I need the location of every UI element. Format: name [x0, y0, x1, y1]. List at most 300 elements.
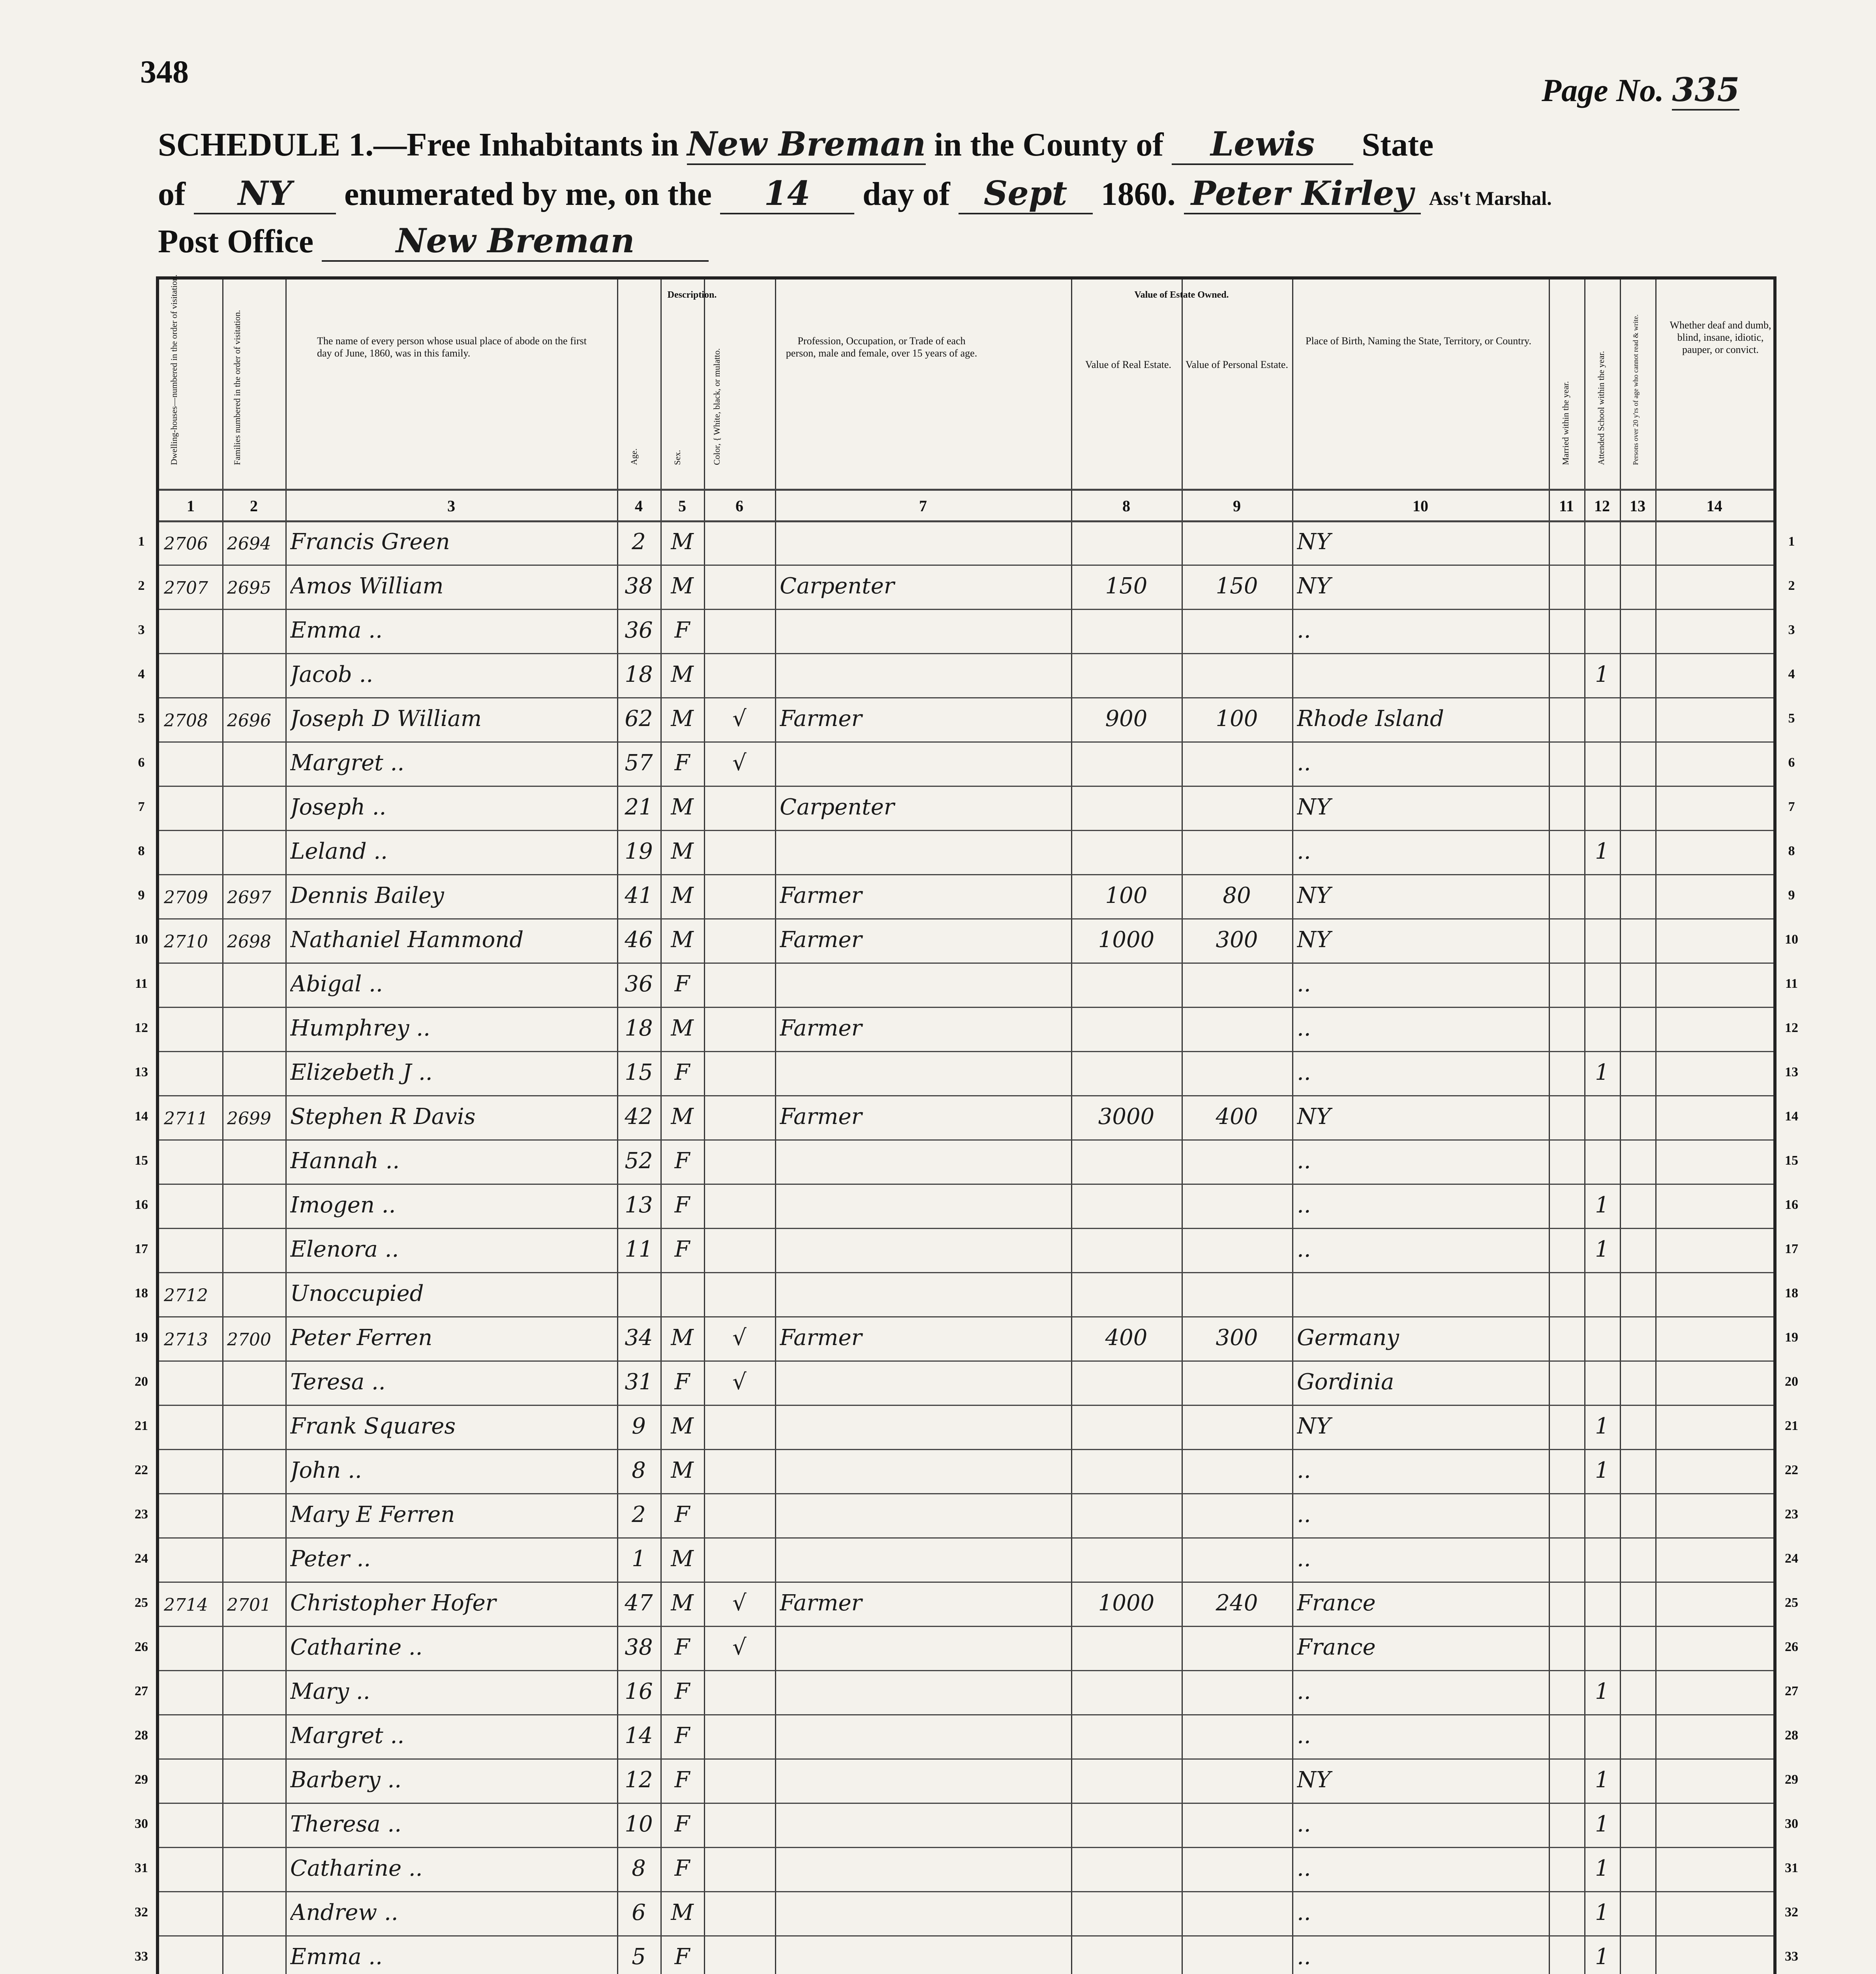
state-label: State: [1362, 126, 1434, 163]
sex: M: [671, 1458, 694, 1483]
schedule-line-3: [158, 221, 709, 262]
header-age: Age.: [629, 448, 639, 465]
line-number: 2: [138, 578, 145, 593]
person-name: Theresa ..: [290, 1811, 401, 1837]
age: 14: [625, 1723, 653, 1749]
row-divider: [159, 1626, 1773, 1627]
sex: F: [674, 1634, 690, 1660]
sex: F: [674, 1767, 690, 1793]
personal-estate-value: 240: [1216, 1590, 1258, 1616]
age: 2: [632, 529, 646, 555]
birthplace: ..: [1297, 617, 1311, 643]
column-divider: [1655, 280, 1657, 1974]
age: 34: [625, 1325, 653, 1351]
column-number: 4: [635, 497, 643, 515]
post-office-name: New Breman: [322, 221, 709, 262]
personal-estate-value: 300: [1216, 1325, 1258, 1351]
birthplace: NY: [1297, 529, 1331, 555]
dwelling-number: 2711: [164, 1109, 208, 1129]
person-name: Mary ..: [290, 1679, 370, 1704]
occupation: Farmer: [780, 706, 862, 732]
family-number: 2696: [227, 711, 271, 731]
person-name: Jacob ..: [290, 662, 373, 687]
corner-page-number: 348: [140, 54, 189, 90]
age: 36: [625, 617, 653, 643]
line-number: 5: [138, 711, 145, 726]
schedule-title: SCHEDULE 1.—Free Inhabitants in: [158, 126, 679, 163]
header-real-estate: Value of Real Estate.: [1085, 359, 1172, 370]
header-description: Description.: [667, 290, 717, 300]
year-label: 1860.: [1101, 176, 1176, 212]
line-number: 30: [135, 1816, 148, 1831]
header-divider: [159, 520, 1773, 522]
line-number: 19: [135, 1330, 148, 1345]
person-name: Elenora ..: [290, 1237, 399, 1262]
line-number-right: 28: [1785, 1728, 1798, 1743]
line-number: 9: [138, 888, 145, 903]
state-name: NY: [194, 174, 336, 214]
dwelling-number: 2706: [164, 534, 208, 554]
school-mark: 1: [1595, 839, 1609, 864]
birthplace: Rhode Island: [1297, 706, 1444, 732]
column-divider: [704, 280, 705, 1974]
birthplace: NY: [1297, 927, 1331, 953]
person-name: Emma ..: [290, 1944, 383, 1970]
birthplace: ..: [1297, 1811, 1311, 1837]
row-divider: [159, 1184, 1773, 1185]
color-mark: √: [732, 1590, 747, 1616]
family-number: 2694: [227, 534, 271, 554]
occupation: Farmer: [780, 1104, 862, 1130]
line-number: 14: [135, 1109, 148, 1124]
school-mark: 1: [1595, 1413, 1609, 1439]
person-name: Hannah ..: [290, 1148, 400, 1174]
row-divider: [159, 1891, 1773, 1892]
row-divider: [159, 1537, 1773, 1539]
person-name: Margret ..: [290, 750, 405, 776]
real-estate-value: 1000: [1098, 1590, 1155, 1616]
occupation: Carpenter: [780, 794, 895, 820]
line-number-right: 4: [1788, 667, 1795, 681]
birthplace: NY: [1297, 883, 1331, 908]
age: 41: [625, 883, 653, 908]
person-name: Emma ..: [290, 617, 383, 643]
column-number: 6: [735, 497, 743, 515]
line-number-right: 10: [1785, 932, 1798, 947]
age: 46: [625, 927, 653, 953]
row-divider: [159, 1758, 1773, 1760]
person-name: Barbery ..: [290, 1767, 402, 1793]
birthplace: Gordinia: [1297, 1369, 1394, 1395]
personal-estate-value: 150: [1216, 573, 1258, 599]
line-number: 33: [135, 1949, 148, 1964]
census-table: [135, 274, 1798, 1974]
line-number: 7: [138, 799, 145, 814]
birthplace: ..: [1297, 1015, 1311, 1041]
county-name: Lewis: [1172, 124, 1353, 165]
person-name: Frank Squares: [290, 1413, 456, 1439]
line-number: 4: [138, 667, 145, 681]
column-divider: [1584, 280, 1585, 1974]
enumerated-label: enumerated by me, on the: [344, 176, 712, 212]
line-number-right: 22: [1785, 1463, 1798, 1477]
birthplace: NY: [1297, 1767, 1331, 1793]
person-name: Imogen ..: [290, 1192, 396, 1218]
marshal-label: Ass't Marshal.: [1429, 187, 1552, 209]
header-deaf-blind: Whether deaf and dumb, blind, insane, idiotic, pauper, or convict.: [1670, 319, 1771, 356]
age: 5: [632, 1944, 646, 1970]
birthplace: ..: [1297, 1502, 1311, 1527]
family-number: 2699: [227, 1109, 271, 1129]
column-divider: [1292, 280, 1293, 1974]
line-number: 24: [135, 1551, 148, 1566]
column-number: 9: [1233, 497, 1241, 515]
column-number: 8: [1122, 497, 1130, 515]
sex: F: [674, 1060, 690, 1085]
town-name: New Breman: [687, 124, 926, 165]
page-number: 335: [1672, 71, 1739, 111]
school-mark: 1: [1595, 1237, 1609, 1262]
row-divider: [159, 918, 1773, 919]
personal-estate-value: 400: [1216, 1104, 1258, 1130]
person-name: Mary E Ferren: [290, 1502, 455, 1527]
dwelling-number: 2709: [164, 888, 208, 908]
line-number-right: 21: [1785, 1419, 1798, 1433]
column-divider: [775, 280, 776, 1974]
column-divider: [1071, 280, 1072, 1974]
line-number: 31: [135, 1861, 148, 1875]
header-school: Attended School within the year.: [1596, 351, 1606, 465]
header-married: Married within the year.: [1561, 381, 1570, 465]
line-number-right: 29: [1785, 1772, 1798, 1787]
line-number: 25: [135, 1595, 148, 1610]
school-mark: 1: [1595, 662, 1609, 687]
line-number: 22: [135, 1463, 148, 1477]
sex: F: [674, 971, 690, 997]
line-number-right: 13: [1785, 1065, 1798, 1079]
line-number-right: 14: [1785, 1109, 1798, 1124]
occupation: Farmer: [780, 1590, 862, 1616]
column-divider: [1182, 280, 1183, 1974]
birthplace: ..: [1297, 1148, 1311, 1174]
birthplace: ..: [1297, 1679, 1311, 1704]
header-name: The name of every person whose usual place of abode on the first day of June, 1860, was in this family.: [317, 335, 587, 359]
column-number: 5: [678, 497, 686, 515]
line-number: 21: [135, 1419, 148, 1433]
row-divider: [159, 1228, 1773, 1229]
line-number: 13: [135, 1065, 148, 1079]
school-mark: 1: [1595, 1060, 1609, 1085]
sex: F: [674, 1723, 690, 1749]
column-number: 14: [1706, 497, 1722, 515]
row-divider: [159, 1449, 1773, 1450]
line-number-right: 32: [1785, 1905, 1798, 1920]
birthplace: ..: [1297, 1944, 1311, 1970]
age: 16: [625, 1679, 653, 1704]
column-number: 11: [1559, 497, 1574, 515]
dwelling-number: 2710: [164, 932, 208, 952]
post-office-label: Post Office: [158, 223, 314, 260]
age: 1: [632, 1546, 646, 1572]
occupation: Carpenter: [780, 573, 895, 599]
row-divider: [159, 1803, 1773, 1804]
line-number-right: 5: [1788, 711, 1795, 726]
header-divider: [159, 489, 1773, 491]
person-name: Andrew ..: [290, 1900, 398, 1925]
age: 36: [625, 971, 653, 997]
age: 52: [625, 1148, 653, 1174]
birthplace: ..: [1297, 1060, 1311, 1085]
person-name: Nathaniel Hammond: [290, 927, 524, 953]
row-divider: [159, 1272, 1773, 1273]
sex: M: [671, 1900, 694, 1925]
line-number-right: 6: [1788, 755, 1795, 770]
line-number-right: 7: [1788, 799, 1795, 814]
family-number: 2701: [227, 1595, 271, 1615]
person-name: Elizebeth J ..: [290, 1060, 433, 1085]
day-of-label: day of: [862, 176, 950, 212]
row-divider: [159, 1847, 1773, 1848]
sex: F: [674, 1502, 690, 1527]
column-divider: [1620, 280, 1621, 1974]
age: 18: [625, 1015, 653, 1041]
sex: M: [671, 1104, 694, 1130]
row-divider: [159, 1051, 1773, 1052]
sex: M: [671, 1413, 694, 1439]
person-name: Catharine ..: [290, 1856, 423, 1881]
school-mark: 1: [1595, 1944, 1609, 1970]
line-number: 23: [135, 1507, 148, 1522]
line-number: 18: [135, 1286, 148, 1300]
person-name: Teresa ..: [290, 1369, 386, 1395]
row-divider: [159, 565, 1773, 566]
header-sex: Sex.: [672, 450, 682, 465]
color-mark: √: [732, 1325, 747, 1351]
row-divider: [159, 1316, 1773, 1317]
age: 47: [625, 1590, 653, 1616]
column-number: 7: [919, 497, 927, 515]
row-divider: [159, 1139, 1773, 1141]
birthplace: ..: [1297, 1237, 1311, 1262]
row-divider: [159, 1714, 1773, 1715]
birthplace: NY: [1297, 1413, 1331, 1439]
sex: M: [671, 573, 694, 599]
age: 42: [625, 1104, 653, 1130]
column-number: 12: [1594, 497, 1610, 515]
birthplace: France: [1297, 1634, 1376, 1660]
line-number: 27: [135, 1684, 148, 1698]
age: 12: [625, 1767, 653, 1793]
line-number-right: 12: [1785, 1021, 1798, 1035]
birthplace: ..: [1297, 1856, 1311, 1881]
line-number: 28: [135, 1728, 148, 1743]
birthplace: Germany: [1297, 1325, 1399, 1351]
row-divider: [159, 697, 1773, 698]
sex: M: [671, 1325, 694, 1351]
person-name: Joseph ..: [290, 794, 386, 820]
row-divider: [159, 609, 1773, 610]
sex: M: [671, 839, 694, 864]
person-name: Dennis Bailey: [290, 883, 444, 908]
personal-estate-value: 80: [1223, 883, 1251, 908]
line-number: 12: [135, 1021, 148, 1035]
birthplace: ..: [1297, 1900, 1311, 1925]
birthplace: ..: [1297, 1723, 1311, 1749]
line-number-right: 23: [1785, 1507, 1798, 1522]
sex: F: [674, 750, 690, 776]
of-label: of: [158, 176, 186, 212]
sex: F: [674, 1237, 690, 1262]
birthplace: NY: [1297, 573, 1331, 599]
age: 15: [625, 1060, 653, 1085]
personal-estate-value: 100: [1216, 706, 1258, 732]
color-mark: √: [732, 706, 747, 732]
person-name: Christopher Hofer: [290, 1590, 496, 1616]
age: 19: [625, 839, 653, 864]
real-estate-value: 3000: [1098, 1104, 1155, 1130]
birthplace: ..: [1297, 971, 1311, 997]
dwelling-number: 2712: [164, 1285, 208, 1306]
person-name: Leland ..: [290, 839, 388, 864]
row-divider: [159, 653, 1773, 654]
age: 11: [625, 1237, 653, 1262]
line-number-right: 3: [1788, 623, 1795, 637]
row-divider: [159, 1493, 1773, 1494]
age: 8: [632, 1458, 646, 1483]
school-mark: 1: [1595, 1856, 1609, 1881]
birthplace: NY: [1297, 794, 1331, 820]
line-number: 26: [135, 1640, 148, 1654]
row-divider: [159, 1935, 1773, 1936]
person-name: Amos William: [290, 573, 444, 599]
line-number-right: 26: [1785, 1640, 1798, 1654]
sex: M: [671, 927, 694, 953]
line-number: 17: [135, 1242, 148, 1256]
birthplace: ..: [1297, 1192, 1311, 1218]
row-divider: [159, 830, 1773, 831]
header-birthplace: Place of Birth, Naming the State, Territory, or Country.: [1306, 335, 1531, 347]
person-name: Humphrey ..: [290, 1015, 430, 1041]
page-number-label: [1542, 71, 1739, 111]
row-divider: [159, 1582, 1773, 1583]
line-number-right: 1: [1788, 534, 1795, 549]
school-mark: 1: [1595, 1811, 1609, 1837]
column-number: 3: [447, 497, 455, 515]
real-estate-value: 1000: [1098, 927, 1155, 953]
person-name: Abigal ..: [290, 971, 383, 997]
age: 2: [632, 1502, 646, 1527]
line-number-right: 17: [1785, 1242, 1798, 1256]
person-name: Unoccupied: [290, 1281, 424, 1306]
column-divider: [1549, 280, 1550, 1974]
line-number-right: 19: [1785, 1330, 1798, 1345]
line-number-right: 27: [1785, 1684, 1798, 1698]
row-divider: [159, 741, 1773, 743]
age: 18: [625, 662, 653, 687]
sex: M: [671, 529, 694, 555]
person-name: Peter ..: [290, 1546, 371, 1572]
age: 31: [625, 1369, 653, 1395]
line-number: 1: [138, 534, 145, 549]
row-divider: [159, 1095, 1773, 1096]
age: 13: [625, 1192, 653, 1218]
real-estate-value: 900: [1105, 706, 1148, 732]
sex: F: [674, 1944, 690, 1970]
line-number-right: 30: [1785, 1816, 1798, 1831]
birthplace: NY: [1297, 1104, 1331, 1130]
column-number: 13: [1630, 497, 1645, 515]
column-number: 10: [1413, 497, 1428, 515]
header-occupation: Profession, Occupation, or Trade of each person, male and female, over 15 years of age.: [786, 335, 977, 359]
line-number: 3: [138, 623, 145, 637]
sex: M: [671, 883, 694, 908]
row-divider: [159, 874, 1773, 875]
personal-estate-value: 300: [1216, 927, 1258, 953]
birthplace: ..: [1297, 1458, 1311, 1483]
color-mark: √: [732, 1634, 747, 1660]
person-name: Catharine ..: [290, 1634, 423, 1660]
line-number-right: 16: [1785, 1197, 1798, 1212]
age: 8: [632, 1856, 646, 1881]
birthplace: ..: [1297, 1546, 1311, 1572]
line-number-right: 33: [1785, 1949, 1798, 1964]
dwelling-number: 2708: [164, 711, 208, 731]
occupation: Farmer: [780, 927, 862, 953]
column-divider: [617, 280, 618, 1974]
line-number: 10: [135, 932, 148, 947]
column-divider: [285, 280, 287, 1974]
schedule-line-2: [158, 174, 1552, 214]
school-mark: 1: [1595, 1900, 1609, 1925]
dwelling-number: 2713: [164, 1330, 208, 1350]
row-divider: [159, 963, 1773, 964]
school-mark: 1: [1595, 1679, 1609, 1704]
line-number: 11: [135, 976, 148, 991]
age: 57: [625, 750, 653, 776]
sex: M: [671, 1590, 694, 1616]
header-color: Color, { White, black, or mulatto.: [712, 348, 722, 465]
row-divider: [159, 786, 1773, 787]
county-label: in the County of: [934, 126, 1164, 163]
header-personal-estate: Value of Personal Estate.: [1186, 359, 1288, 370]
line-number-right: 11: [1785, 976, 1798, 991]
line-number-right: 8: [1788, 844, 1795, 858]
real-estate-value: 400: [1105, 1325, 1148, 1351]
occupation: Farmer: [780, 883, 862, 908]
sex: M: [671, 1546, 694, 1572]
header-dwelling: Dwelling-houses—numbered in the order of visitation.: [169, 274, 179, 465]
line-number: 20: [135, 1374, 148, 1389]
marshal-name: Peter Kirley: [1184, 174, 1421, 214]
birthplace: ..: [1297, 750, 1311, 776]
sex: M: [671, 1015, 694, 1041]
sex: M: [671, 706, 694, 732]
sex: F: [674, 1192, 690, 1218]
page-label: Page No.: [1542, 72, 1664, 108]
line-number: 6: [138, 755, 145, 770]
line-number-right: 20: [1785, 1374, 1798, 1389]
sex: F: [674, 1856, 690, 1881]
age: 9: [632, 1413, 646, 1439]
header-estate: Value of Estate Owned.: [1134, 290, 1229, 300]
sex: F: [674, 1369, 690, 1395]
line-number-right: 18: [1785, 1286, 1798, 1300]
school-mark: 1: [1595, 1458, 1609, 1483]
dwelling-number: 2707: [164, 578, 208, 598]
line-number: 32: [135, 1905, 148, 1920]
row-divider: [159, 1670, 1773, 1671]
line-number-right: 15: [1785, 1153, 1798, 1168]
